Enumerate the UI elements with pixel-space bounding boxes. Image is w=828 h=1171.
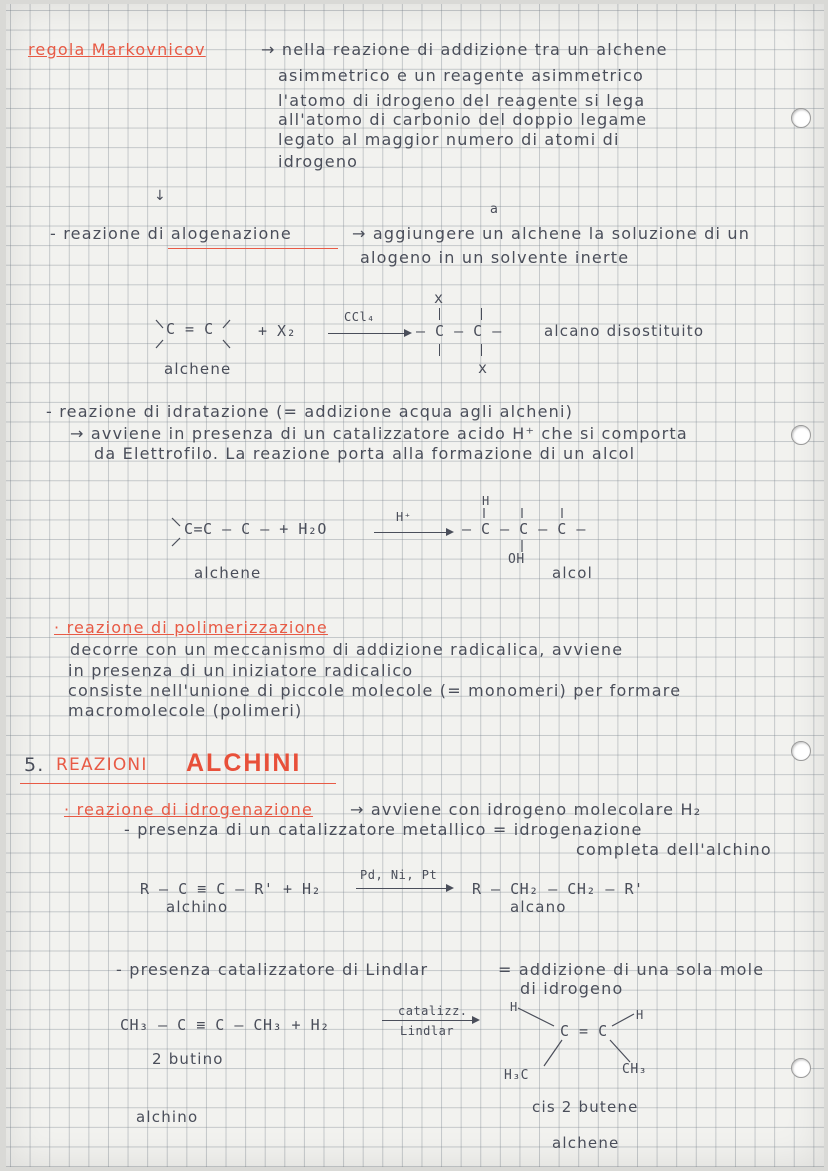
rule-line: legato al maggior numero di atomi di	[278, 130, 620, 149]
reactant-label: alchino	[166, 898, 229, 916]
notebook-page	[6, 4, 824, 1167]
polymerization-text: macromolecole (polimeri)	[68, 701, 303, 720]
bond-line	[518, 1008, 554, 1026]
hydrogen-label: H	[482, 494, 490, 508]
rule-line: idrogeno	[278, 152, 359, 171]
hydrogenation-text: completa dell'alchino	[576, 840, 772, 859]
bond-line	[156, 340, 163, 348]
polymerization-title: · reazione di polimerizzazione	[54, 618, 328, 637]
section-prefix: REAZIONI	[56, 755, 148, 775]
equation-right: R – CH₂ – CH₂ – R'	[472, 880, 644, 898]
bond-line	[172, 518, 180, 526]
product-core: C = C	[560, 1022, 608, 1040]
rule-line: all'atomo di carbonio del doppio legame	[278, 110, 648, 129]
bond-line	[610, 1040, 630, 1062]
bond-line	[172, 538, 180, 546]
bond-line	[156, 320, 163, 328]
catalyst: H⁺	[396, 510, 412, 524]
product-label: alcol	[552, 564, 593, 582]
rule-line: → nella reazione di addizione tra un alchene	[261, 40, 668, 59]
rule-title: regola Markovnicov	[28, 40, 206, 59]
product-label: alcano disostituito	[544, 322, 705, 340]
equation-left: R – C ≡ C – R' + H₂	[140, 880, 322, 898]
methyl-group: CH₃	[622, 1062, 647, 1077]
polymerization-title-text: reazione di polimerizzazione	[66, 618, 328, 637]
polymerization-text: consiste nell'unione di piccole molecole (= monomeri) per formare	[68, 681, 682, 700]
product-name: cis 2 butene	[532, 1098, 639, 1116]
down-arrow-icon: ↓	[154, 188, 166, 204]
product-formula: – C – C –	[416, 322, 502, 340]
bond-line	[223, 320, 230, 328]
hydroxyl-label: OH	[508, 552, 525, 567]
substituent-x: x	[434, 289, 444, 307]
reactant-formula: C = C	[166, 320, 214, 338]
hydration-text: → avviene in presenza di un catalizzatore acido H⁺ che si comporta	[70, 424, 688, 443]
catalyst: catalizz.	[398, 1004, 468, 1018]
substituent-x: x	[478, 359, 488, 377]
caret-note: a	[490, 202, 500, 217]
methyl-group: H₃C	[504, 1068, 529, 1083]
hydration-text: da Elettrofilo. La reazione porta alla formazione di un alcol	[94, 444, 636, 463]
catalyst: Pd, Ni, Pt	[360, 868, 438, 882]
halogenation-title: - reazione di alogenazione	[50, 224, 292, 243]
reagent: + X₂	[258, 322, 297, 340]
bond-lines	[6, 4, 824, 1167]
hydration-title: - reazione di idratazione (= addizione acqua agli alcheni)	[46, 402, 574, 421]
reactant-label: alchene	[164, 360, 232, 378]
hydrogenation-title: · reazione di idrogenazione	[64, 800, 314, 819]
rule-line: asimmetrico e un reagente asimmetrico	[278, 66, 644, 85]
hydrogenation-text: - presenza di un catalizzatore metallico = idrogenazione	[124, 820, 643, 839]
section-number: 5.	[24, 754, 45, 776]
lindlar-text: = addizione di una sola mole	[498, 960, 765, 979]
polymerization-text: decorre con un meccanismo di addizione radicalica, avviene	[70, 640, 624, 659]
rule-line: l'atomo di idrogeno del reagente si lega	[278, 91, 646, 110]
reactant-label: alchene	[194, 564, 262, 582]
product-formula: – C – C – C –	[462, 520, 586, 538]
hydrogen-label: H	[636, 1008, 644, 1022]
product-label: alcano	[510, 898, 567, 916]
catalyst: Lindlar	[400, 1024, 455, 1038]
lindlar-text: - presenza catalizzatore di Lindlar	[116, 960, 429, 979]
bond-line	[544, 1040, 562, 1066]
reactant-class: alchino	[136, 1108, 199, 1126]
hydrogenation-text: → avviene con idrogeno molecolare H₂	[350, 800, 702, 819]
section-title: ALCHINI	[186, 749, 302, 777]
bond-line	[223, 340, 230, 348]
product-class: alchene	[552, 1134, 620, 1152]
lindlar-equation: CH₃ – C ≡ C – CH₃ + H₂	[120, 1016, 330, 1034]
lindlar-text: di idrogeno	[520, 979, 624, 998]
halogenation-text: alogeno in un solvente inerte	[360, 248, 630, 267]
catalyst: CCl₄	[344, 310, 375, 324]
reactant-formula: C=C – C – + H₂O	[184, 520, 327, 538]
reactant-name: 2 butino	[152, 1050, 224, 1068]
halogenation-text: → aggiungere un alchene la soluzione di un	[352, 224, 751, 243]
bond-line	[612, 1014, 634, 1026]
polymerization-text: in presenza di un iniziatore radicalico	[68, 661, 414, 680]
hydrogen-label: H	[510, 1000, 518, 1014]
